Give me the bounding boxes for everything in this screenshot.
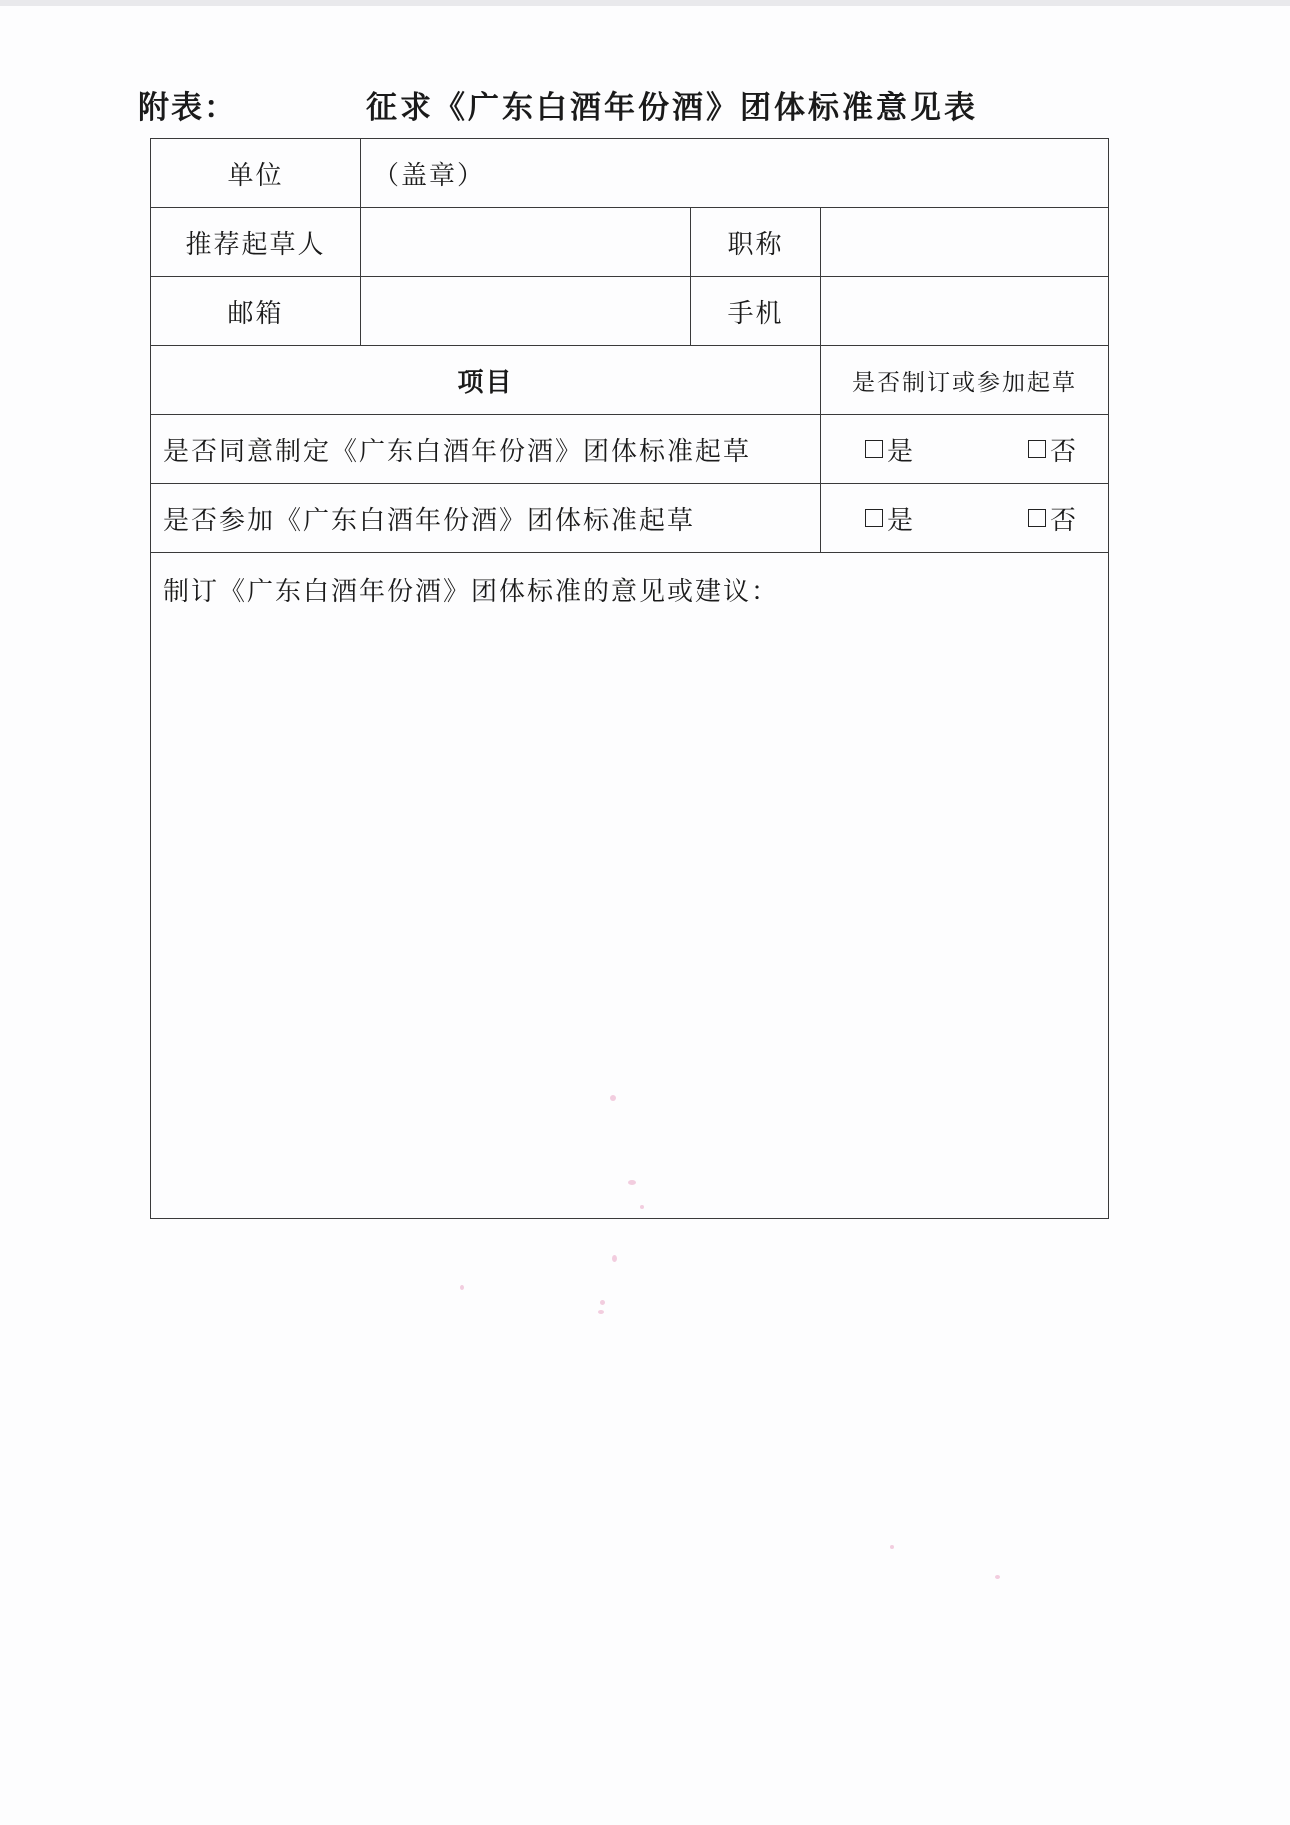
question-text: 是否同意制定《广东白酒年份酒》团体标准起草	[151, 415, 821, 484]
phone-label: 手机	[691, 277, 821, 346]
yes-label: 是	[887, 436, 916, 467]
yes-option[interactable]	[865, 500, 915, 537]
page-title: 征求《广东白酒年份酒》团体标准意见表	[366, 90, 978, 126]
email-label: 邮箱	[151, 277, 361, 346]
choice-header: 是否制订或参加起草	[821, 346, 1109, 415]
checkbox-icon[interactable]	[865, 509, 883, 527]
opinion-field[interactable]	[151, 553, 1109, 1219]
phone-field[interactable]	[821, 277, 1109, 346]
yes-option[interactable]	[865, 431, 915, 468]
no-option[interactable]	[1028, 500, 1078, 537]
drafter-field[interactable]	[361, 208, 691, 277]
no-option[interactable]	[1028, 431, 1078, 468]
drafter-row	[151, 208, 1109, 277]
question-choices	[821, 415, 1109, 484]
item-header: 项目	[151, 346, 821, 415]
drafter-label: 推荐起草人	[151, 208, 361, 277]
yes-label: 是	[887, 505, 916, 536]
question-row	[151, 484, 1109, 553]
email-field[interactable]	[361, 277, 691, 346]
job-title-field[interactable]	[821, 208, 1109, 277]
job-title-label: 职称	[691, 208, 821, 277]
question-text: 是否参加《广东白酒年份酒》团体标准起草	[151, 484, 821, 553]
checkbox-icon[interactable]	[1028, 509, 1046, 527]
unit-row	[151, 139, 1109, 208]
opinion-form-table	[150, 138, 1109, 1219]
item-header-row	[151, 346, 1109, 415]
scan-top-edge	[0, 0, 1290, 6]
contact-row	[151, 277, 1109, 346]
checkbox-icon[interactable]	[865, 440, 883, 458]
no-label: 否	[1049, 436, 1078, 467]
checkbox-icon[interactable]	[1028, 440, 1046, 458]
appendix-label: 附表：	[138, 90, 237, 126]
question-choices	[821, 484, 1109, 553]
question-row	[151, 415, 1109, 484]
opinion-label: 制订《广东白酒年份酒》团体标准的意见或建议：	[163, 577, 780, 607]
unit-label: 单位	[151, 139, 361, 208]
no-label: 否	[1049, 505, 1078, 536]
opinion-row	[151, 553, 1109, 1219]
unit-field[interactable]: （盖章）	[361, 139, 1109, 208]
